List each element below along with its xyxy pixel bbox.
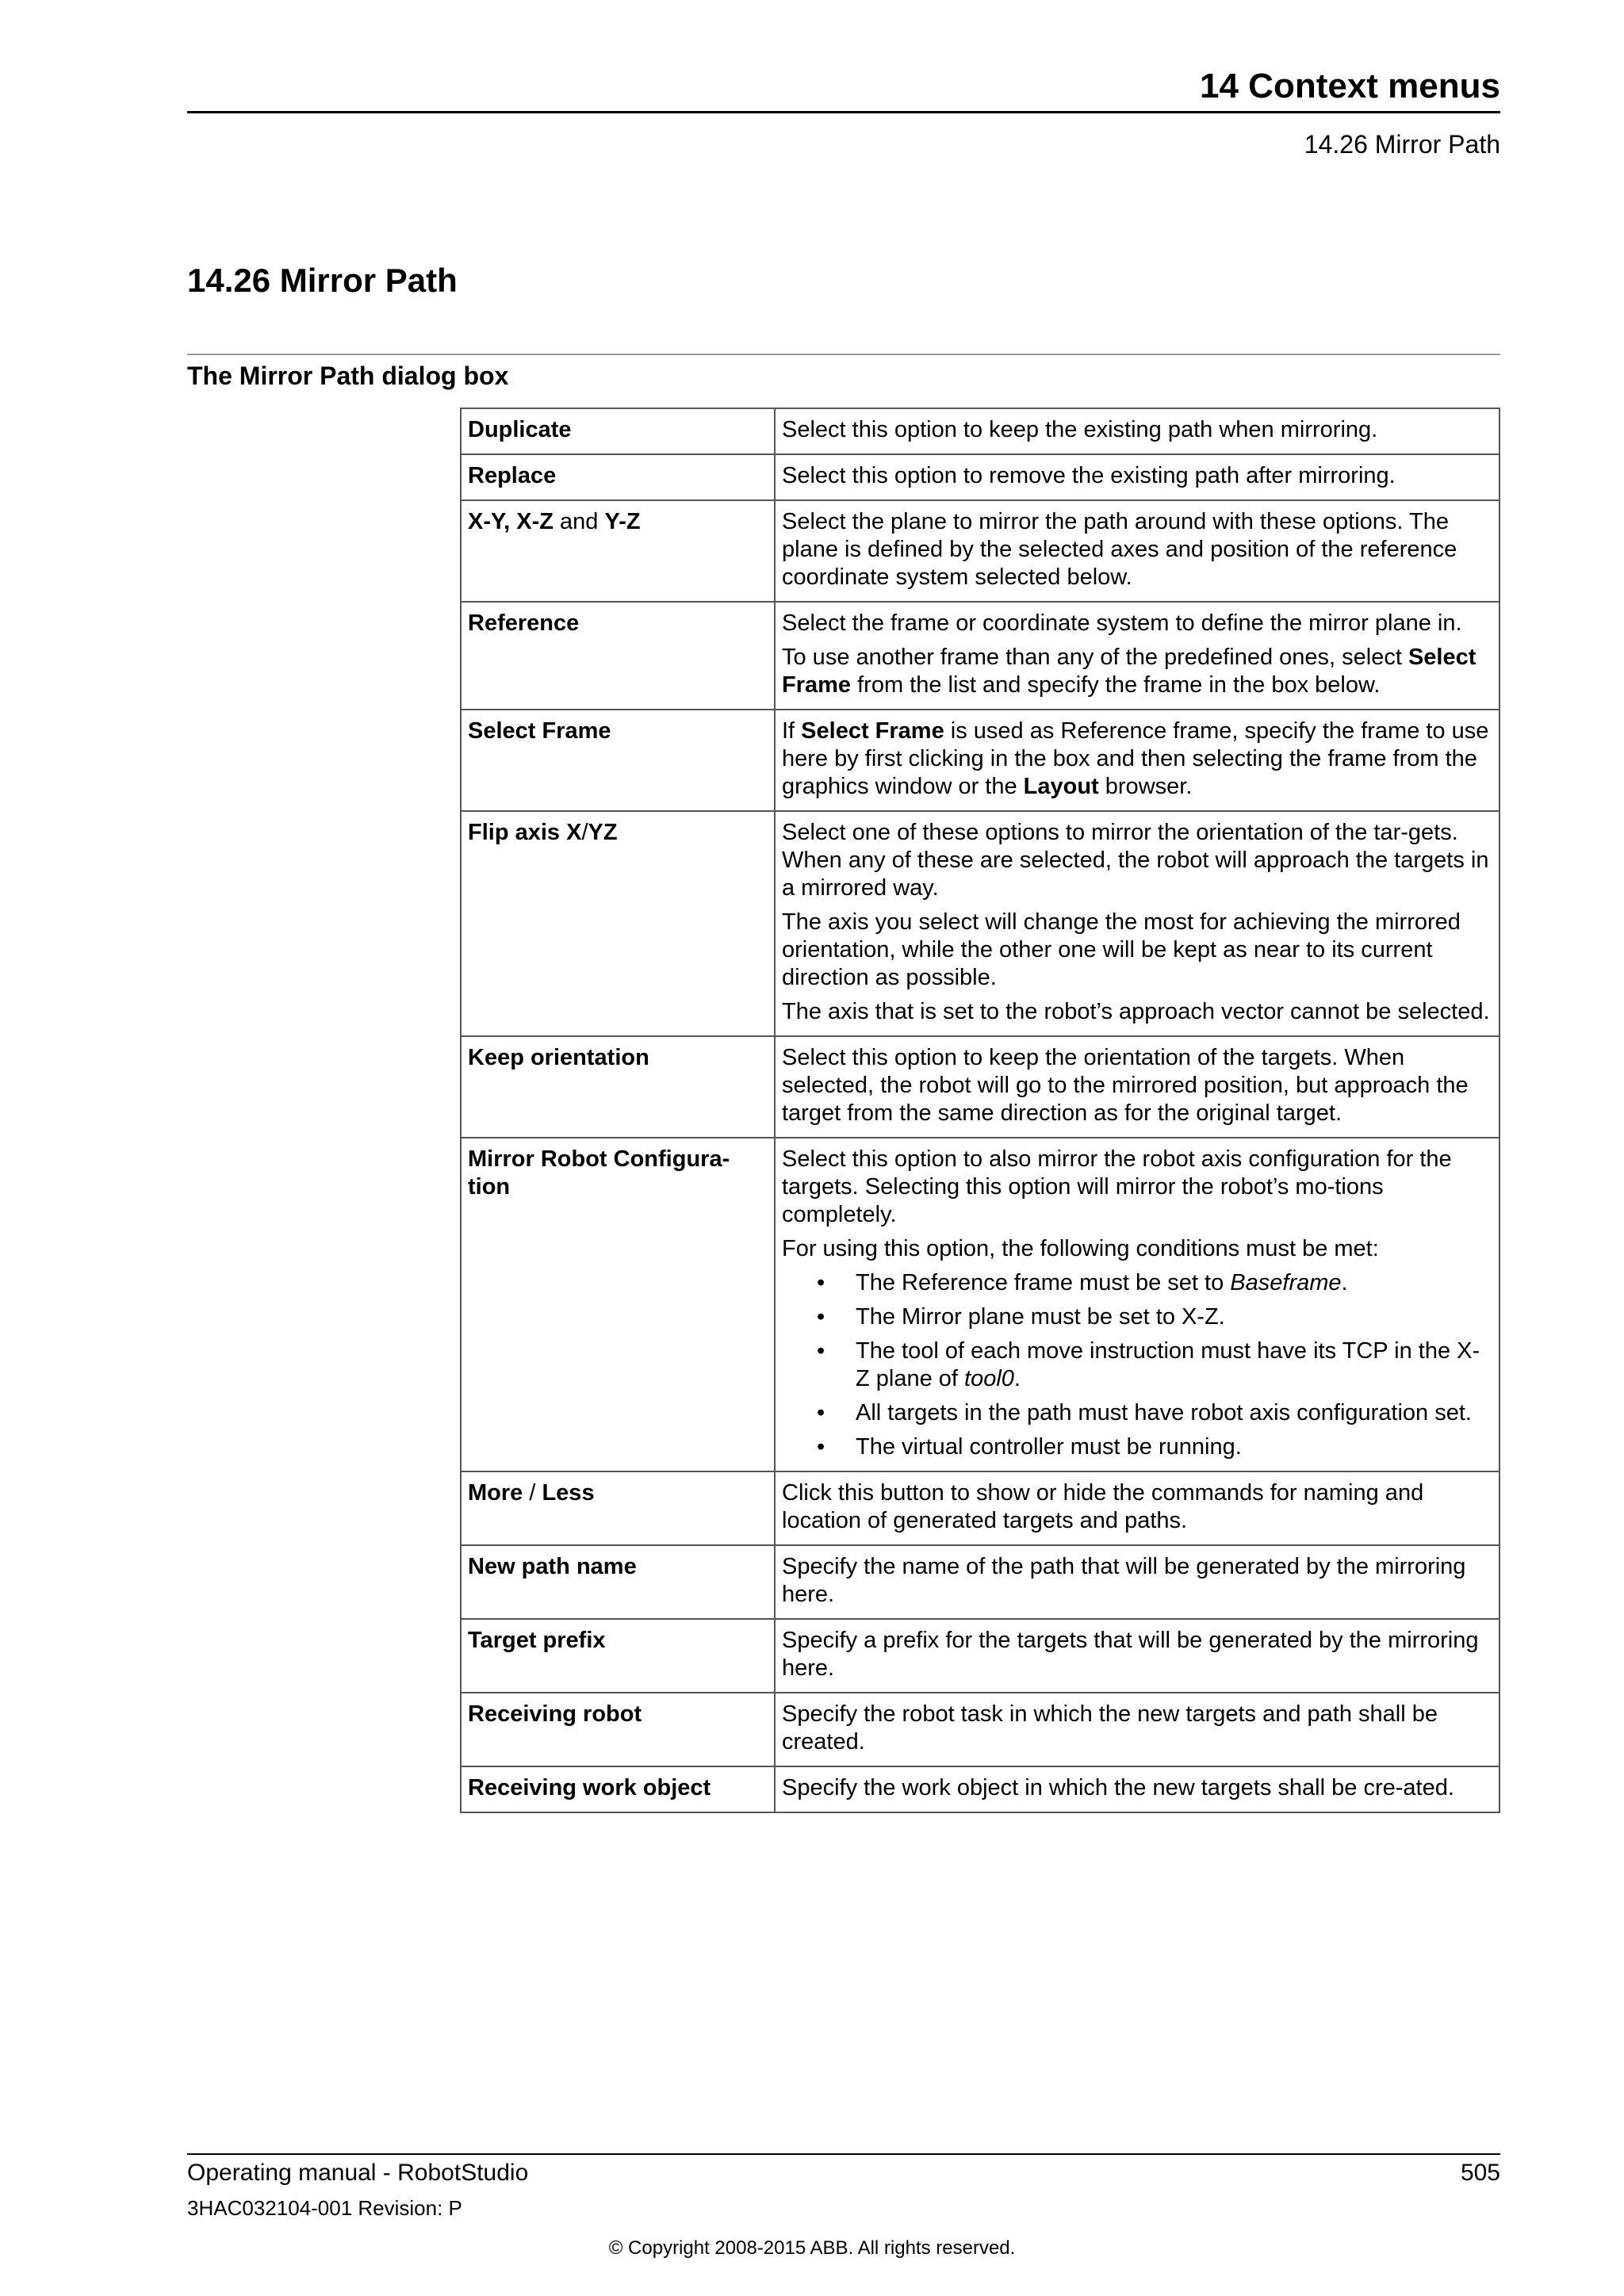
text-span: If	[782, 718, 802, 744]
italic-term: Baseframe	[1230, 1270, 1342, 1295]
text-span: To use another frame than any of the predefined ones, select	[782, 645, 1408, 670]
term-part: YZ	[588, 820, 618, 845]
option-description	[775, 602, 1500, 710]
term-part: More	[468, 1480, 523, 1506]
term-part: Flip axis X	[468, 820, 582, 845]
option-description	[775, 500, 1500, 602]
table-row	[461, 500, 1500, 602]
term-separator: /	[581, 820, 588, 845]
chapter-header: 14 Context menus	[1200, 67, 1500, 105]
table-row	[461, 602, 1500, 710]
text-span: The Reference frame must be set to	[856, 1270, 1231, 1295]
bold-term: Select Frame	[801, 718, 944, 744]
option-term: New path name	[461, 1545, 775, 1619]
footer-rule	[187, 2153, 1500, 2155]
option-term	[461, 811, 775, 1036]
option-description	[775, 454, 1500, 500]
table-row	[461, 710, 1500, 811]
list-item	[782, 1303, 1492, 1331]
text-span: is used as Reference frame, specify the frame to use here by first clicking in the box and then selecting the frame from the graphics window or the	[782, 718, 1489, 799]
description-text: Select the plane to mirror the path around with these options. The plane is defined by the selected axes and position of the reference coordinate system selected below.	[782, 509, 1457, 590]
option-term: Select Frame	[461, 710, 775, 811]
option-description	[775, 811, 1500, 1036]
description-text	[782, 718, 1492, 801]
table-row	[461, 811, 1500, 1036]
option-description	[775, 1036, 1500, 1138]
text-span: .	[1013, 1366, 1021, 1391]
bold-term: Select Frame	[782, 645, 1477, 698]
option-term: Mirror Robot Configura-tion	[461, 1138, 775, 1471]
term-yz: Y-Z	[604, 509, 641, 534]
page-number: 505	[1460, 2160, 1500, 2186]
subsection-title: The Mirror Path dialog box	[187, 362, 509, 390]
option-description	[775, 1766, 1500, 1812]
list-item	[782, 1269, 1492, 1297]
bullet-icon: •	[817, 1400, 825, 1425]
list-item	[782, 1337, 1492, 1393]
option-term: Keep orientation	[461, 1036, 775, 1138]
option-term: Duplicate	[461, 408, 775, 454]
bullet-icon: •	[817, 1434, 825, 1460]
copyright-notice: © Copyright 2008-2015 ABB. All rights reserved.	[608, 2237, 1016, 2259]
mirror-path-options-table	[460, 408, 1500, 1813]
description-text	[782, 644, 1492, 699]
table-row	[461, 1545, 1500, 1619]
term-part: Less	[542, 1480, 595, 1506]
subsection-rule	[187, 354, 1500, 355]
description-text: The axis that is set to the robot’s approach vector cannot be selected.	[782, 999, 1490, 1024]
description-text: Select this option to also mirror the robot axis configuration for the targets. Selecting this option will mirror the robot’s mo-tions completely.	[782, 1146, 1452, 1227]
option-term	[461, 1471, 775, 1545]
section-header: 14.26 Mirror Path	[1304, 130, 1500, 159]
description-text: Specify the robot task in which the new targets and path shall be created.	[782, 1701, 1438, 1755]
description-text: Specify a prefix for the targets that will be generated by the mirroring here.	[782, 1628, 1479, 1681]
document-id: 3HAC032104-001 Revision: P	[187, 2196, 462, 2220]
bullet-icon: •	[817, 1270, 825, 1295]
footer-manual-title: Operating manual - RobotStudio	[187, 2160, 529, 2186]
section-title: 14.26 Mirror Path	[187, 262, 458, 299]
description-text: For using this option, the following conditions must be met:	[782, 1236, 1379, 1261]
option-description	[775, 1545, 1500, 1619]
option-description	[775, 1471, 1500, 1545]
text-span: All targets in the path must have robot axis configuration set.	[856, 1400, 1472, 1425]
description-text: Specify the name of the path that will be generated by the mirroring here.	[782, 1554, 1466, 1607]
text-span: browser.	[1098, 774, 1193, 799]
bullet-icon: •	[817, 1304, 825, 1330]
table-row	[461, 454, 1500, 500]
description-text: Specify the work object in which the new targets shall be cre-ated.	[782, 1775, 1454, 1800]
description-text: Click this button to show or hide the commands for naming and location of generated targets and paths.	[782, 1480, 1424, 1533]
table-row	[461, 1619, 1500, 1693]
option-term	[461, 500, 775, 602]
description-text: The axis you select will change the most for achieving the mirrored orientation, while the other one will be kept as near to its current direction as possible.	[782, 909, 1461, 990]
text-span: .	[1341, 1270, 1348, 1295]
option-description	[775, 1693, 1500, 1766]
table-row	[461, 1036, 1500, 1138]
option-term: Receiving work object	[461, 1766, 775, 1812]
description-text: Select this option to keep the orientation of the targets. When selected, the robot will go to the mirrored position, but approach the target from the same direction as for the original target.	[782, 1045, 1469, 1126]
option-term: Target prefix	[461, 1619, 775, 1693]
table-row	[461, 1766, 1500, 1812]
text-span: The virtual controller must be running.	[856, 1434, 1242, 1460]
description-text: Select this option to remove the existing path after mirroring.	[782, 463, 1396, 488]
option-term: Receiving robot	[461, 1693, 775, 1766]
term-xz: X-Z	[516, 509, 553, 534]
table-row	[461, 1471, 1500, 1545]
option-term: Replace	[461, 454, 775, 500]
text-span: The tool of each move instruction must have its TCP in the X-Z plane of	[856, 1338, 1480, 1391]
option-description	[775, 408, 1500, 454]
list-item	[782, 1399, 1492, 1427]
conditions-list	[782, 1269, 1492, 1461]
description-text: Select this option to keep the existing path when mirroring.	[782, 417, 1378, 442]
term-and: and	[553, 509, 605, 534]
bullet-icon: •	[817, 1338, 825, 1364]
description-text: Select one of these options to mirror the orientation of the tar-gets. When any of these are selected, the robot will approach the targets in a mirrored way.	[782, 820, 1489, 901]
bold-term: Layout	[1023, 774, 1099, 799]
term-separator: /	[523, 1480, 542, 1506]
option-term: Reference	[461, 602, 775, 710]
header-rule	[187, 111, 1500, 113]
table-row	[461, 1138, 1500, 1471]
option-description	[775, 710, 1500, 811]
table-row	[461, 1693, 1500, 1766]
italic-term: tool0	[964, 1366, 1014, 1391]
table-row	[461, 408, 1500, 454]
text-span: from the list and specify the frame in the box below.	[851, 672, 1381, 698]
term-xy: X-Y	[468, 509, 504, 534]
term-separator: ,	[504, 509, 517, 534]
list-item	[782, 1433, 1492, 1461]
description-text: Select the frame or coordinate system to define the mirror plane in.	[782, 610, 1462, 636]
text-span: The Mirror plane must be set to X-Z.	[856, 1304, 1225, 1330]
option-description	[775, 1619, 1500, 1693]
option-description	[775, 1138, 1500, 1471]
